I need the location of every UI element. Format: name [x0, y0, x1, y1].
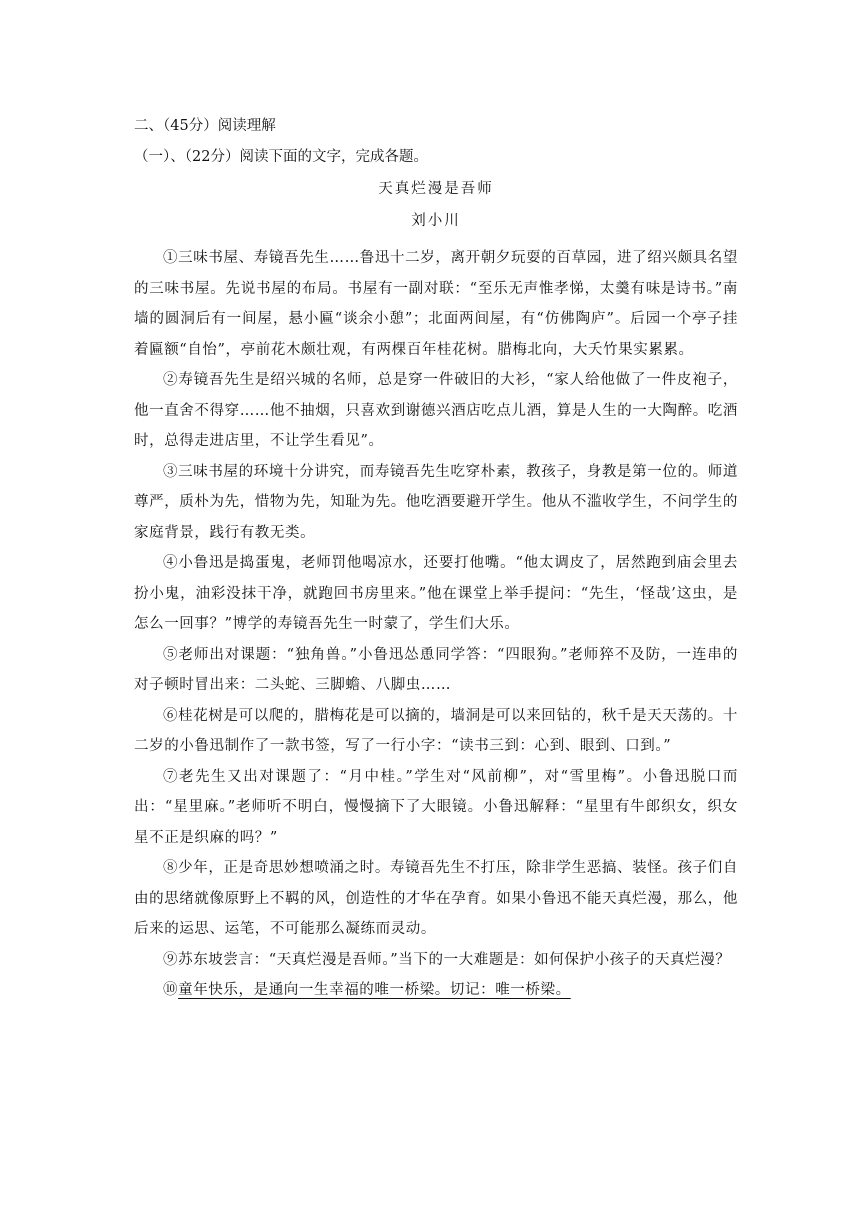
paragraph-1: ①三味书屋、寿镜吾先生……鲁迅十二岁，离开朝夕玩耍的百草园，进了绍兴颇具名望的三味书屋。先说书屋的布局。书屋有一副对联：“至乐无声惟孝悌，太羹有味是诗书。”南墙的圆洞后有一间屋，悬小匾“谈余小憩”；北面两间屋，有“仿佛陶庐”。后园一个亭子挂着匾额“自怡”，亭前花木颇壮观，有两棵百年桂花树。腊梅北向，大夭竹果实累累。: [134, 250, 738, 358]
document-page: [134, 116, 738, 1006]
section-heading: 二、（45分）阅读理解: [134, 118, 276, 134]
paragraph-7: ⑦老先生又出对课题了：“月中桂。”学生对“风前柳”，对“雪里梅”。小鲁迅脱口而出：“星里麻。”老师听不明白，慢慢摘下了大眼镜。小鲁迅解释：“星里有牛郎织女，织女星不正是织麻的吗？”: [134, 768, 738, 846]
paragraph-5: ⑤老师出对课题：“独角兽。”小鲁迅怂恿同学答：“四眼狗。”老师猝不及防，一连串的对子顿时冒出来：二头蛇、三脚蟾、八脚虫……: [134, 646, 738, 693]
underlined-sentence: 童年快乐，是通向一生幸福的唯一桥梁。切记：唯一桥梁。: [178, 982, 571, 998]
paragraph-8: ⑧少年，正是奇思妙想喷涌之时。寿镜吾先生不打压，除非学生恶搞、装怪。孩子们自由的思绪就像原野上不羁的风，创造性的才华在孕育。如果小鲁迅不能天真烂漫，那么，他后来的运思、运笔，不可能那么凝练而灵动。: [134, 860, 738, 937]
section-subheading: （一）、（22分）阅读下面的文字，完成各题。: [134, 149, 428, 165]
paragraph-4: ④小鲁迅是捣蛋鬼，老师罚他喝凉水，还要打他嘴。“他太调皮了，居然跑到庙会里去扮小鬼，油彩没抹干净，就跑回书房里来。”他在课堂上举手提问：“先生，‘怪哉’这虫，是怎么一回事？”博学的寿镜吾先生一时蒙了，学生们大乐。: [134, 555, 738, 632]
paragraph-2: ②寿镜吾先生是绍兴城的名师，总是穿一件破旧的大衫，“家人给他做了一件皮袍子，他一直舍不得穿……他不抽烟，只喜欢到谢德兴酒店吃点儿酒，算是人生的一大陶醉。吃酒时，总得走进店里，不让学生看见”。: [134, 372, 738, 449]
paragraph-3: ③三味书屋的环境十分讲究，而寿镜吾先生吃穿朴素，教孩子，身教是第一位的。师道尊严，质朴为先，惜物为先，知耻为先。他吃酒要避开学生。他从不滥收学生，不问学生的家庭背景，践行有教无类。: [134, 463, 738, 541]
paragraph-9: ⑨苏东坡尝言：“天真烂漫是吾师。”当下的一大难题是：如何保护小孩子的天真烂漫？: [163, 951, 731, 968]
paragraph-10-number: ⑩: [163, 982, 179, 998]
article-body: [134, 243, 738, 1006]
paragraph-10: [134, 975, 738, 1006]
article-author: 刘小川: [411, 213, 461, 229]
article-title: 天真烂漫是吾师: [378, 181, 494, 197]
paragraph-6: ⑥桂花树是可以爬的，腊梅花是可以摘的，墙洞是可以来回钻的，秋千是天天荡的。十二岁的小鲁迅制作了一款书签，写了一行小字：“读书三到：心到、眼到、口到。”: [134, 707, 738, 754]
